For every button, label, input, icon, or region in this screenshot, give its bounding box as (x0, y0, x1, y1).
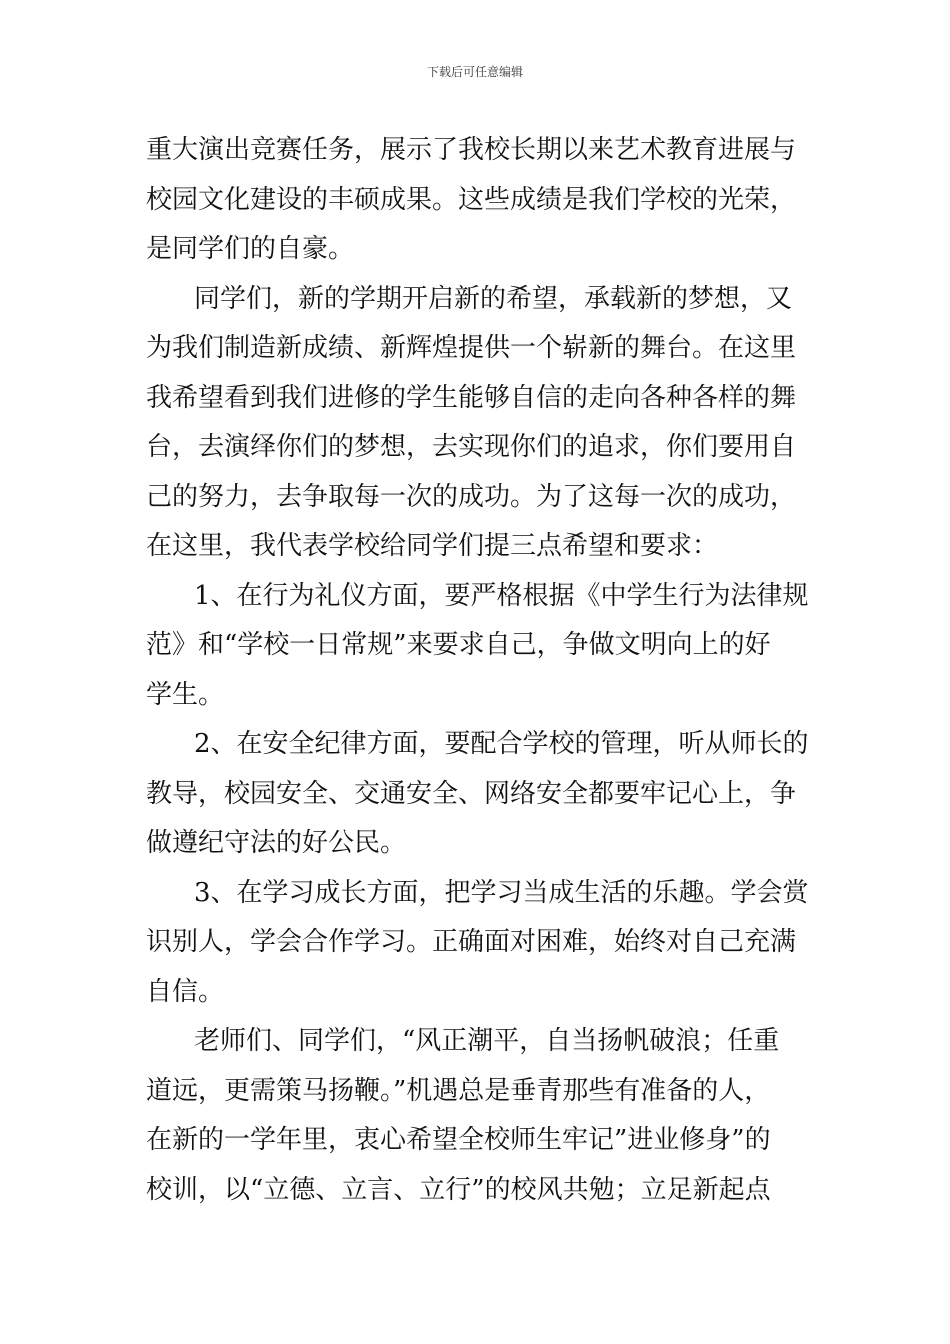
text-line: 是同学们的自豪。 (146, 234, 355, 264)
text-line: 在新的一学年里，衷心希望全校师生牢记”进业修身”的 (146, 1125, 771, 1155)
text-line: 教导，校园安全、交通安全、网络安全都要牢记心上，争 (146, 778, 797, 809)
document-body (146, 126, 810, 1215)
text-line: 老师们、同学们，“风正潮平，自当扬帆破浪；任重 (194, 1026, 780, 1056)
text-line: 校园文化建设的丰硕成果。这些成绩是我们学校的光荣， (146, 184, 797, 215)
text-line: 1、在行为礼仪方面，要严格根据《中学生行为法律规 (194, 580, 809, 611)
text-line: 同学们，新的学期开启新的希望，承载新的梦想，又 (194, 283, 793, 314)
text-line: 做遵纪守法的好公民。 (146, 828, 407, 858)
text-line: 我希望看到我们进修的学生能够自信的走向各种各样的舞 (146, 382, 797, 413)
text-line: 重大演出竞赛任务，展示了我校长期以来艺术教育进展与 (146, 135, 797, 165)
text-line: 道远，更需策马扬鞭。”机遇总是垂青那些有准备的人， (146, 1075, 771, 1106)
page-header: 下载后可任意编辑 (426, 65, 523, 79)
text-line: 自信。 (146, 976, 225, 1007)
text-line: 学生。 (146, 679, 225, 710)
text-line: 范》和“学校一日常规”来要求自己，争做文明向上的好 (146, 630, 771, 660)
text-line: 2、在安全纪律方面，要配合学校的管理，听从师长的 (194, 729, 809, 759)
text-line: 校训，以“立德、立言、立行”的校风共勉；立足新起点 (146, 1174, 771, 1205)
text-line: 己的努力，去争取每一次的成功。为了这每一次的成功， (146, 481, 797, 512)
text-line: 3、在学习成长方面，把学习当成生活的乐趣。学会赏 (194, 877, 809, 908)
text-line: 为我们制造新成绩、新辉煌提供一个崭新的舞台。在这里 (146, 333, 797, 363)
text-line: 台，去演绎你们的梦想，去实现你们的追求，你们要用自 (146, 432, 797, 462)
text-line: 在这里，我代表学校给同学们提三点希望和要求： (146, 531, 719, 561)
text-line: 识别人，学会合作学习。正确面对困难，始终对自己充满 (146, 927, 797, 957)
